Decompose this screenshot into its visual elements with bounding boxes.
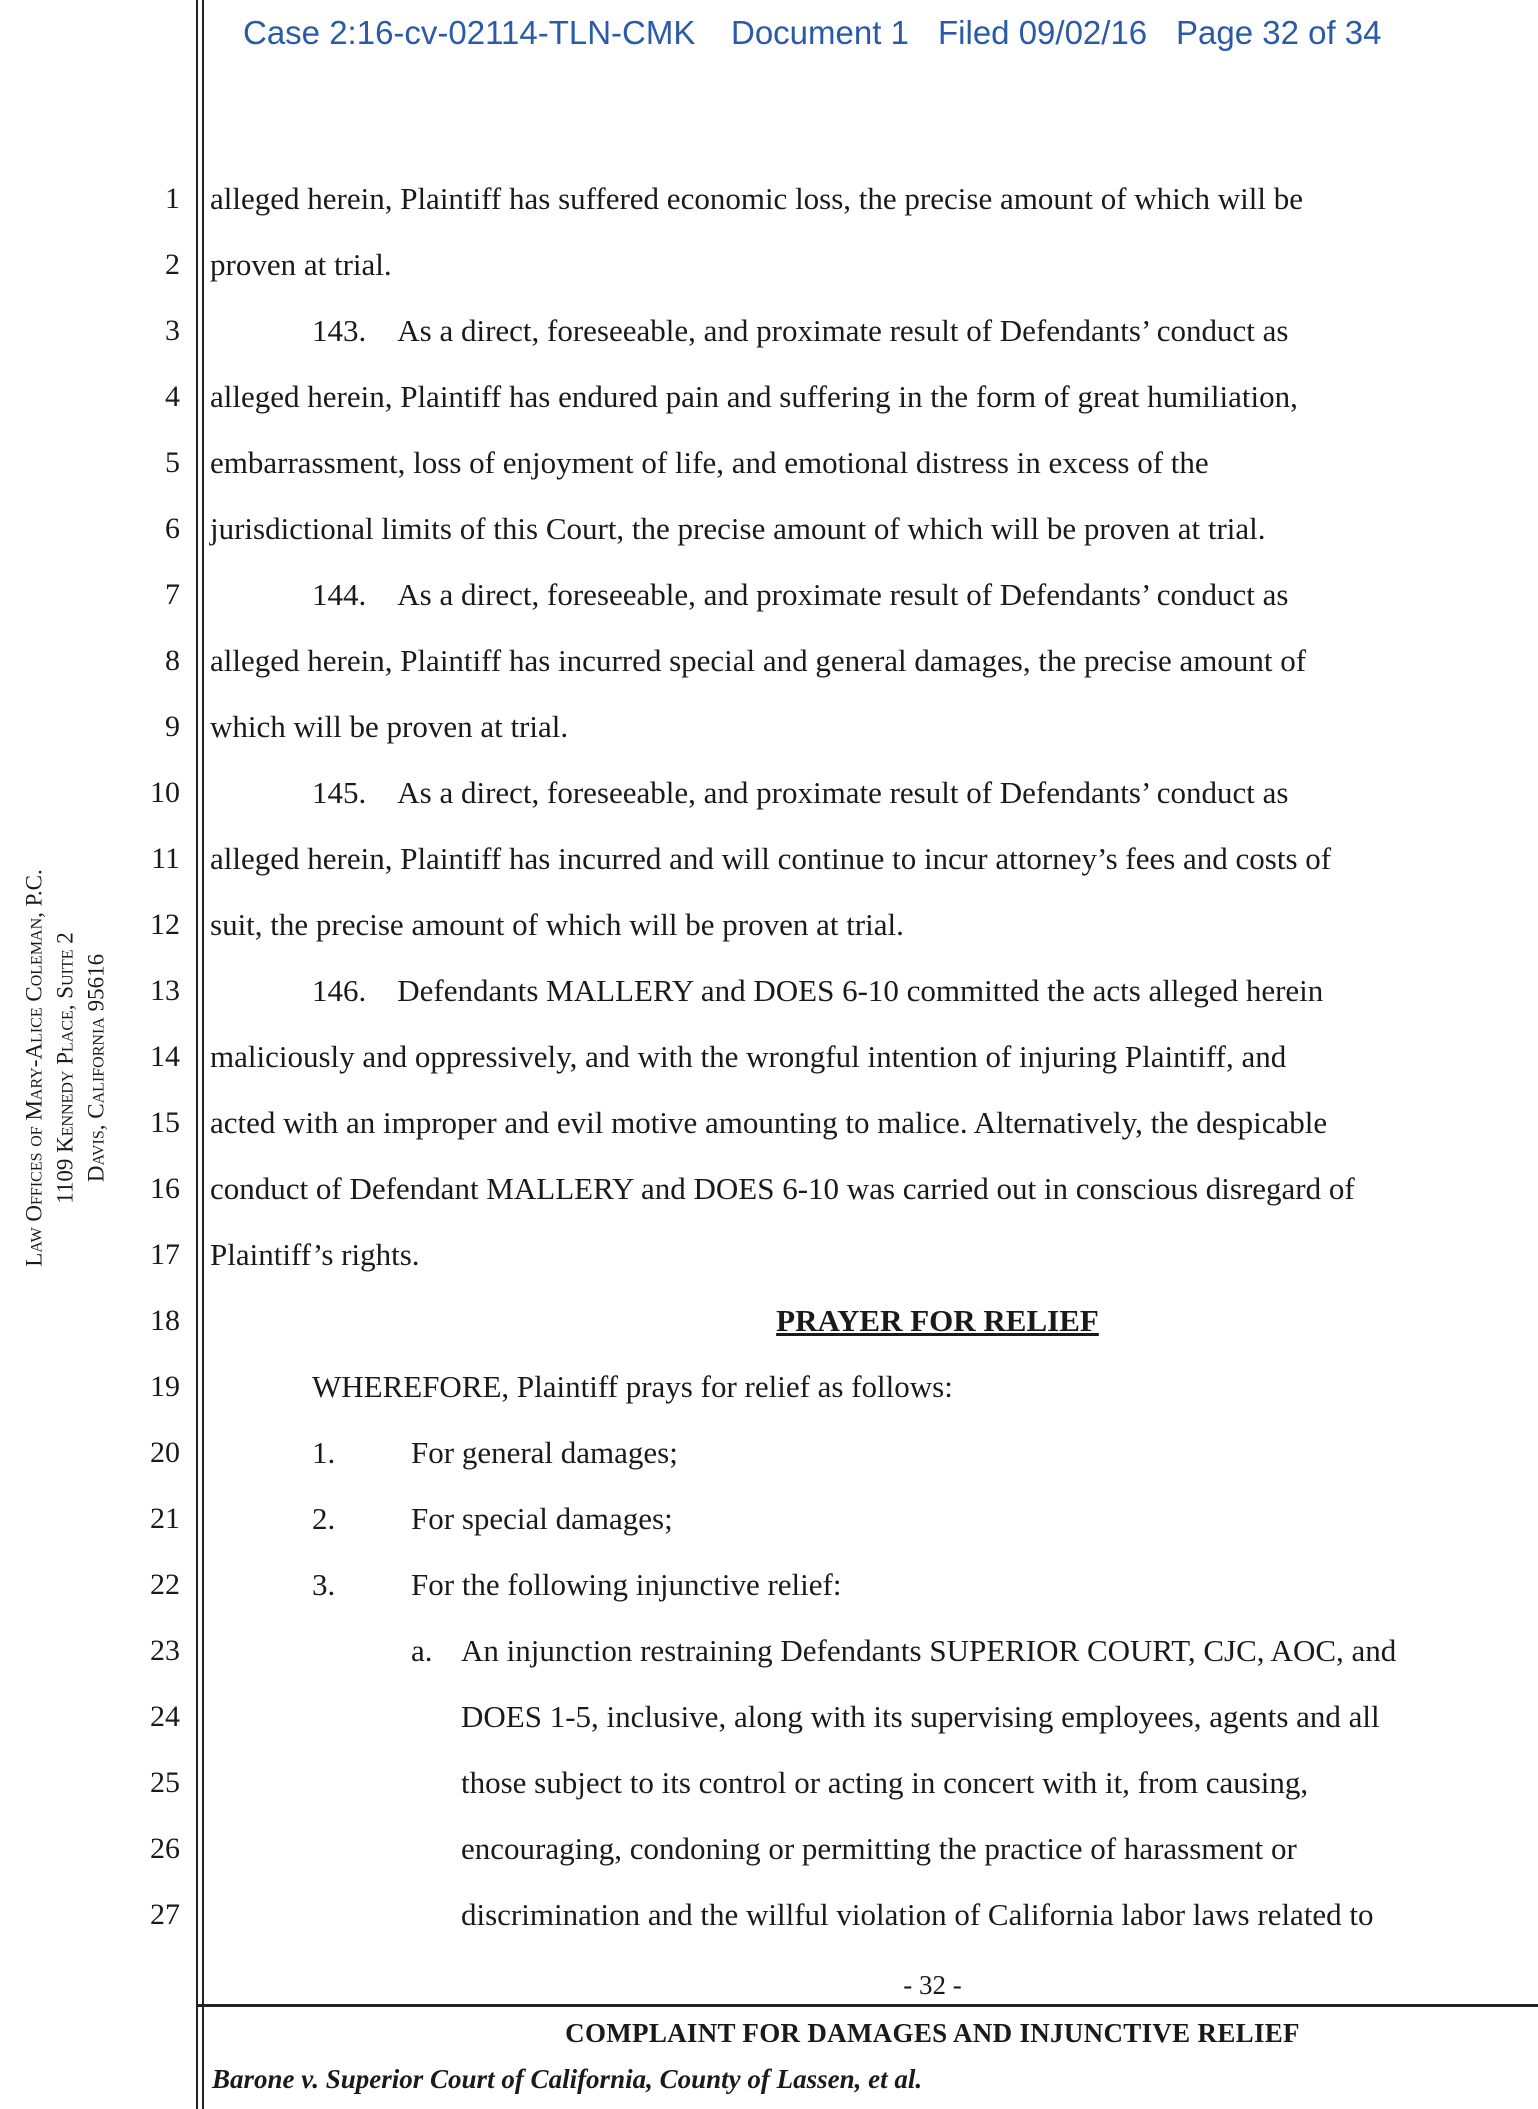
- document-number: Document 1: [731, 14, 909, 51]
- text-line: alleged herein, Plaintiff has endured pain and suffering in the form of great humiliation,: [210, 379, 1298, 414]
- line-number: 4: [165, 380, 180, 413]
- prayer-heading: [210, 1301, 1538, 1341]
- line-number: 26: [150, 1832, 180, 1865]
- filed-date: Filed 09/02/16: [938, 14, 1148, 51]
- footer-case-name: Barone v. Superior Court of California, County of Lassen, et al.: [212, 2064, 923, 2094]
- line-number: 22: [150, 1568, 180, 1601]
- wherefore-line: WHEREFORE, Plaintiff prays for relief as follows:: [312, 1369, 953, 1404]
- subitem-letter: a.: [411, 1633, 433, 1668]
- margin-rule-left: [196, 0, 198, 2109]
- subitem-text: those subject to its control or acting in concert with it, from causing,: [461, 1765, 1309, 1800]
- paragraph-143: 143. As a direct, foreseeable, and proximate result of Defendants’ conduct as: [312, 313, 1289, 348]
- margin-rule-right: [202, 0, 204, 2109]
- text-line: conduct of Defendant MALLERY and DOES 6-10 was carried out in conscious disregard of: [210, 1171, 1355, 1206]
- text-line: alleged herein, Plaintiff has incurred special and general damages, the precise amount of: [210, 643, 1307, 678]
- case-number: Case 2:16-cv-02114-TLN-CMK: [243, 14, 696, 51]
- line-number: 14: [150, 1040, 180, 1073]
- text-line: embarrassment, loss of enjoyment of life, and emotional distress in excess of the: [210, 445, 1209, 480]
- line-number: 16: [150, 1172, 180, 1205]
- relief-item-text: For the following injunctive relief:: [411, 1567, 842, 1602]
- line-number: 17: [150, 1238, 180, 1271]
- line-number: 10: [150, 776, 180, 809]
- firm-name: Law Offices of Mary-Alice Coleman, P.C.: [21, 869, 47, 1267]
- footer-rule: [197, 2004, 1538, 2007]
- text-line: suit, the precise amount of which will be proven at trial.: [210, 907, 904, 942]
- line-number: 1: [165, 182, 180, 215]
- line-number: 5: [165, 446, 180, 479]
- line-number: 25: [150, 1766, 180, 1799]
- firm-city: Davis, California 95616: [83, 953, 109, 1183]
- line-number: 11: [151, 842, 180, 875]
- paragraph-144: 144. As a direct, foreseeable, and proximate result of Defendants’ conduct as: [312, 577, 1289, 612]
- relief-item-number: 2.: [312, 1501, 336, 1536]
- line-number: 3: [165, 314, 180, 347]
- line-number: 6: [165, 512, 180, 545]
- text-line: maliciously and oppressively, and with the wrongful intention of injuring Plaintiff, and: [210, 1039, 1287, 1074]
- line-number: 12: [150, 908, 180, 941]
- line-number: 21: [150, 1502, 180, 1535]
- subitem-text: encouraging, condoning or permitting the practice of harassment or: [461, 1831, 1297, 1866]
- line-number: 19: [150, 1370, 180, 1403]
- text-line: alleged herein, Plaintiff has suffered economic loss, the precise amount of which will be: [210, 181, 1304, 216]
- line-number: 8: [165, 644, 180, 677]
- text-line: alleged herein, Plaintiff has incurred and will continue to incur attorney’s fees and costs of: [210, 841, 1332, 876]
- line-number: 23: [150, 1634, 180, 1667]
- text-line: which will be proven at trial.: [210, 709, 569, 744]
- line-number: 7: [165, 578, 180, 611]
- prayer-heading-text: PRAYER FOR RELIEF: [776, 1303, 1099, 1338]
- line-number: 20: [150, 1436, 180, 1469]
- page-number: - 32 -: [903, 1970, 962, 2000]
- subitem-text: discrimination and the willful violation of California labor laws related to: [461, 1897, 1374, 1932]
- case-header: [0, 14, 1538, 60]
- firm-sidebar: [0, 0, 130, 2109]
- paragraph-145: 145. As a direct, foreseeable, and proximate result of Defendants’ conduct as: [312, 775, 1289, 810]
- relief-item-number: 1.: [312, 1435, 336, 1470]
- relief-item-text: For general damages;: [411, 1435, 678, 1470]
- relief-item-number: 3.: [312, 1567, 336, 1602]
- line-number: 9: [165, 710, 180, 743]
- line-number: 18: [150, 1304, 180, 1337]
- line-number: 13: [150, 974, 180, 1007]
- relief-item-text: For special damages;: [411, 1501, 673, 1536]
- text-line: proven at trial.: [210, 247, 392, 282]
- text-line: acted with an improper and evil motive amounting to malice. Alternatively, the despicable: [210, 1105, 1328, 1140]
- text-line: jurisdictional limits of this Court, the precise amount of which will be proven at trial.: [210, 511, 1266, 546]
- line-number: 2: [165, 248, 180, 281]
- subitem-text: DOES 1-5, inclusive, along with its supervising employees, agents and all: [461, 1699, 1380, 1734]
- firm-address: 1109 Kennedy Place, Suite 2: [52, 932, 78, 1204]
- line-number: 15: [150, 1106, 180, 1139]
- line-number: 27: [150, 1898, 180, 1931]
- footer-title: COMPLAINT FOR DAMAGES AND INJUNCTIVE RELIEF: [565, 2018, 1300, 2048]
- paragraph-146: 146. Defendants MALLERY and DOES 6-10 committed the acts alleged herein: [312, 973, 1324, 1008]
- subitem-text: An injunction restraining Defendants SUPERIOR COURT, CJC, AOC, and: [461, 1633, 1397, 1668]
- page-indicator: Page 32 of 34: [1176, 14, 1382, 51]
- text-line: Plaintiff’s rights.: [210, 1237, 420, 1272]
- line-number: 24: [150, 1700, 180, 1733]
